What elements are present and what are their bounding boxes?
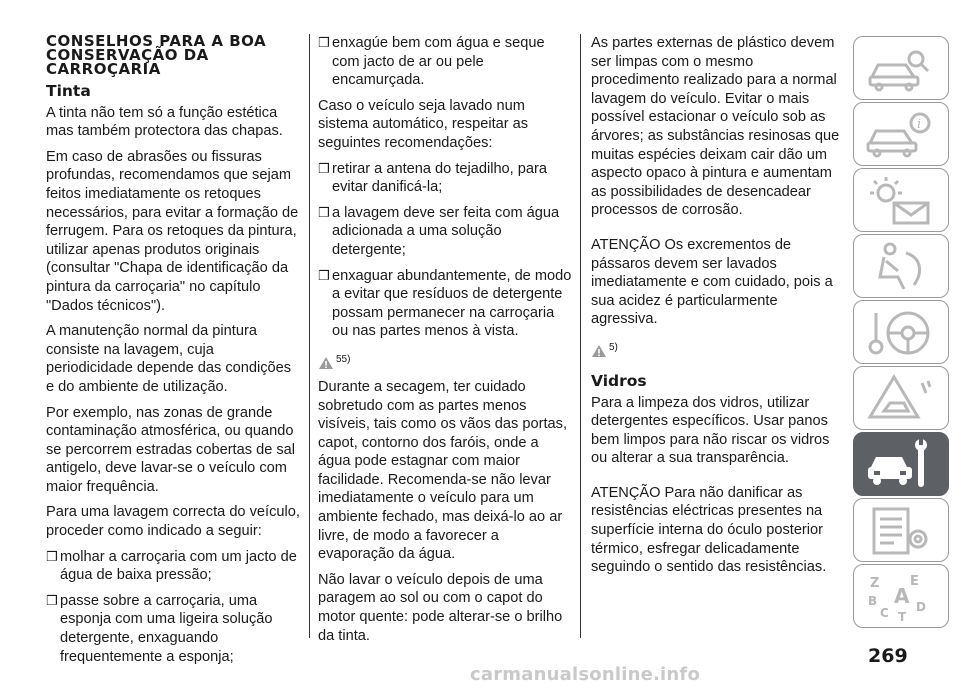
- paragraph: Durante a secagem, ter cuidado sobretudo com as partes menos visíveis, tais como os vãos das portas, capot, contorno dos faróis, onde a água pode estagnar com maior facilidade. Recomenda-se não levar imediatamente o veículo para um ambiente fechado, mas deixá-lo ao ar livre, de modo a favorecer a evaporação da água.: [318, 378, 568, 563]
- roadside-emergency-icon: [864, 373, 934, 425]
- page-number: 269: [868, 645, 908, 667]
- checkbox-bullet-icon: ❒: [318, 204, 330, 220]
- paragraph: Não lavar o veículo depois de uma paragem ao sol ou com o capot do motor quente: pode alterar-se o brilho da tinta.: [318, 571, 563, 644]
- section-heading: CONSELHOS PARA A BOA CONSERVAÇÃO DA CARROÇARIA: [46, 32, 267, 78]
- watermark: carmanualsonline.info: [470, 664, 701, 685]
- attention-note: ATENÇÃO Os excrementos de pássaros devem ser lavados imediatamente e com cuidado, pois a sua acidez é particularmente agressiva.: [591, 236, 833, 328]
- warning-triangle-icon: [318, 356, 334, 370]
- svg-text:C: C: [880, 606, 889, 620]
- paragraph: Em caso de abrasões ou fissuras profundas, recomendamos que sejam feitos imediatamente os retoques necessários, para evitar a formação de ferrugem. Para os retoques da pintura, utilizar apenas produtos originais (consultar "Chapa de identificação da pintura da carroçaria" no capítulo "Dados técnicos").: [46, 148, 299, 314]
- chapter-tab-emergency[interactable]: [853, 366, 949, 430]
- subheading-tinta: Tinta: [46, 82, 91, 100]
- subheading-vidros: Vidros: [591, 371, 647, 390]
- chapter-tab-index[interactable]: [853, 564, 949, 628]
- svg-text:i: i: [917, 117, 922, 132]
- warning-triangle-icon: [591, 344, 607, 358]
- chapter-tab-technical-data[interactable]: [853, 498, 949, 562]
- paragraph: A manutenção normal da pintura consiste na lavagem, cuja periodicidade depende das condições e do ambiente de utilização.: [46, 323, 292, 395]
- chapter-tab-maintenance[interactable]: [853, 432, 949, 496]
- checkbox-bullet-icon: ❒: [318, 267, 330, 283]
- chapter-tab-safety[interactable]: [853, 234, 949, 298]
- alphabetical-index-icon: [864, 571, 934, 623]
- car-wrench-icon: [864, 439, 934, 491]
- column-divider: [309, 34, 310, 638]
- list-item: ❒ enxagúe bem com água e seque com jacto de ar ou pele encamurçada.: [318, 35, 545, 89]
- chapter-tab-starting-driving[interactable]: [853, 300, 949, 364]
- column-2: [318, 34, 573, 652]
- key-steering-wheel-icon: [864, 307, 934, 359]
- svg-text:T: T: [898, 610, 907, 623]
- paragraph: Para uma lavagem correcta do veículo, proceder como indicado a seguir:: [46, 504, 300, 540]
- warning-lights-mail-icon: [864, 175, 934, 227]
- car-info-icon: [864, 109, 934, 161]
- column-3: [591, 34, 843, 584]
- svg-text:B: B: [868, 594, 878, 608]
- checkbox-bullet-icon: ❒: [46, 548, 58, 564]
- list-item: ❒ a lavagem deve ser feita com água adicionada a uma solução detergente;: [318, 204, 560, 258]
- column-1: [46, 34, 302, 673]
- list-item: ❒ molhar a carroçaria com um jacto de água de baixa pressão;: [46, 548, 297, 584]
- attention-note: ATENÇÃO Para não danificar as resistências eléctricas presentes na superfície interna do óculo posterior térmico, esfregar delicadamente seguindo o sentido das resistências.: [591, 484, 827, 576]
- list-item: ❒ passe sobre a carroçaria, uma esponja com uma ligeira solução detergente, enxaguando frequentemente a esponja;: [46, 592, 273, 665]
- chapter-tab-car-info[interactable]: [853, 102, 949, 166]
- note-reference[interactable]: 5): [591, 336, 843, 358]
- checkbox-bullet-icon: ❒: [318, 35, 330, 50]
- paragraph: As partes externas de plástico devem ser limpas com o mesmo procedimento realizado para a normal lavagem do veículo. Evitar o mais possível estacionar o veículo sob as árvores; as substâncias resinosas que muitas espécies deixam cair dão um aspecto opaco à pintura e aumentam as possibilidades de desencadear processos de corrosão.: [591, 35, 840, 219]
- car-search-icon: [864, 43, 934, 95]
- seat-safety-icon: [864, 241, 934, 293]
- paragraph: Para a limpeza dos vidros, utilizar detergentes específicos. Usar panos bem limpos para não riscar os vidros ou alterar a sua transparência.: [591, 394, 830, 467]
- svg-text:A: A: [894, 584, 910, 608]
- svg-text:Z: Z: [870, 576, 880, 591]
- chapter-tab-car-search[interactable]: [853, 36, 949, 100]
- checkbox-bullet-icon: ❒: [318, 160, 330, 176]
- svg-text:D: D: [916, 600, 926, 614]
- paragraph: A tinta não tem só a função estética mas também protectora das chapas.: [46, 104, 283, 140]
- technical-data-icon: [864, 505, 934, 557]
- chapter-tab-warning-lights[interactable]: [853, 168, 949, 232]
- list-item: ❒ enxaguar abundantemente, de modo a evitar que resíduos de detergente possam permanecer na carroçaria ou nas partes menos à vista.: [318, 267, 572, 340]
- list-item: ❒ retirar a antena do tejadilho, para evitar danificá-la;: [318, 160, 547, 196]
- column-divider: [580, 34, 581, 638]
- paragraph: Por exemplo, nas zonas de grande contaminação atmosférica, ou quando se percorrem estradas cobertas de sal antigelo, deve lavar-se o veículo com maior frequência.: [46, 404, 296, 495]
- note-reference[interactable]: 55): [318, 348, 573, 370]
- svg-text:E: E: [910, 574, 919, 589]
- checkbox-bullet-icon: ❒: [46, 592, 58, 608]
- paragraph: Caso o veículo seja lavado num sistema automático, respeitar as seguintes recomendações:: [318, 97, 529, 151]
